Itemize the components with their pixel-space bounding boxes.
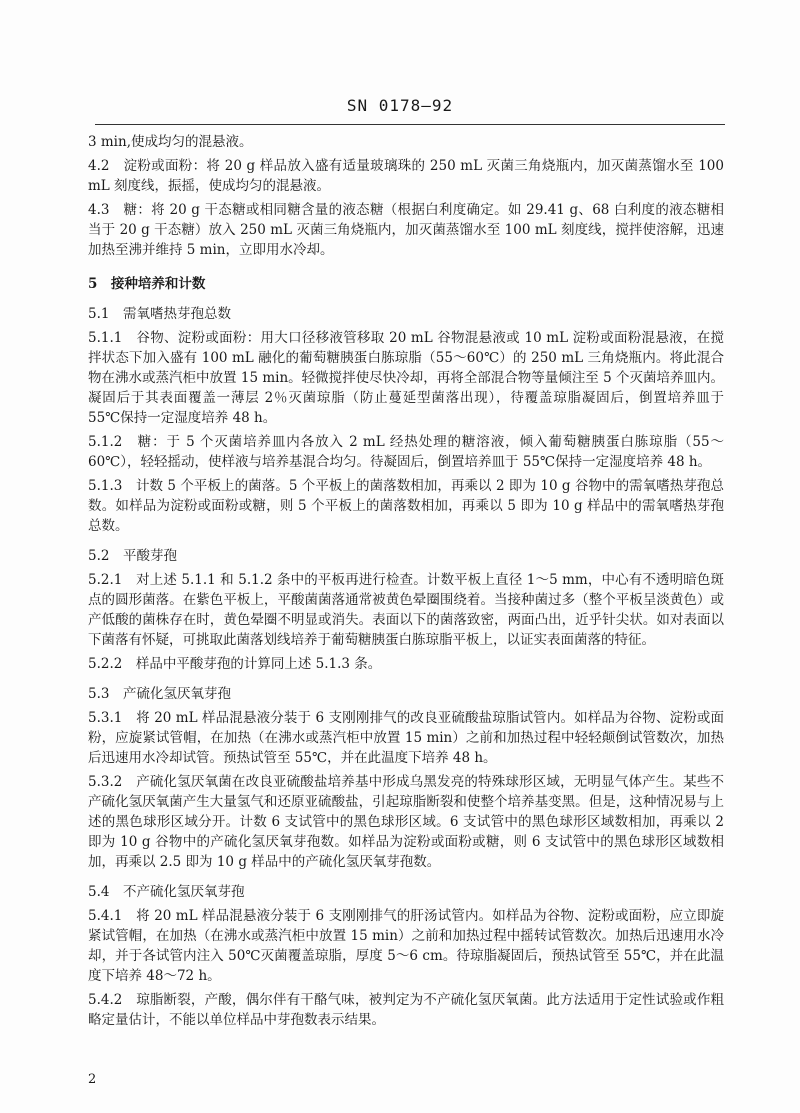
- paragraph-5-1-2: 5.1.2 糖：于 5 个灭菌培养皿内各放入 2 mL 经热处理的糖溶液，倾入葡萄糖胰蛋白胨琼脂（55～60℃），轻轻摇动，使样液与培养基混合均匀。待凝固后，倒置培养皿于 55℃保持一定湿度培养 48 h。: [88, 434, 724, 470]
- paragraph-5-3-1: 5.3.1 将 20 mL 样品混悬液分装于 6 支刚刚排气的改良亚硫酸盐琼脂试管内。如样品为谷物、淀粉或面粉，应旋紧试管帽，在加热（在沸水或蒸汽柜中放置 15 min）之前和加热过程中轻轻颠倒试管数次，加热后迅速用水冷却试管。预热试管至 55℃，并在此温度下培养 48 h。: [88, 710, 724, 766]
- paragraph-5-4-1: 5.4.1 将 20 mL 样品混悬液分装于 6 支刚刚排气的肝汤试管内。如样品为谷物、淀粉或面粉，应立即旋紧试管帽，在加热（在沸水或蒸汽柜中放置 15 min）之前和加热过程中摇转试管数次。加热后迅速用水冷却，并于各试管内注入 50℃灭菌覆盖琼脂，厚度 5～6 cm。待琼脂凝固后，预热试管至 55℃，并在此温度下培养 48～72 h。: [88, 908, 724, 984]
- paragraph-4-2: 4.2 淀粉或面粉：将 20 g 样品放入盛有适量玻璃珠的 250 mL 灭菌三角烧瓶内，加灭菌蒸馏水至 100 mL 刻度线，振摇，使成均匀的混悬液。: [88, 158, 724, 194]
- document-body: [88, 132, 724, 1034]
- paragraph-4-3: 4.3 糖：将 20 g 干态糖或相同糖含量的液态糖（根据白利度确定。如 29.41 g、68 白利度的液态糖相当于 20 g 干态糖）放入 250 mL 灭菌三角烧瓶内，加灭菌蒸馏水至 100 mL 刻度线，搅拌使溶解，迅速加热至沸并维持 5 min，立即用水冷却。: [88, 202, 724, 258]
- paragraph-5-2-1: 5.2.1 对上述 5.1.1 和 5.1.2 条中的平板再进行检查。计数平板上直径 1～5 mm，中心有不透明暗色斑点的圆形菌落。在紫色平板上，平酸菌菌落通常被黄色晕圈围绕着。当接种菌过多（整个平板呈淡黄色）或产低酸的菌株存在时，黄色晕圈不明显或消失。表面以下的菌落致密，两面凸出，近乎针尖状。如对表面以下菌落有怀疑，可挑取此菌落划线培养于葡萄糖胰蛋白胨琼脂平板上，以证实表面菌落的特征。: [88, 572, 724, 648]
- paragraph-5-1-1: 5.1.1 谷物、淀粉或面粉：用大口径移液管移取 20 mL 谷物混悬液或 10 mL 淀粉或面粉混悬液，在搅拌状态下加入盛有 100 mL 融化的葡萄糖胰蛋白胨琼脂（55～60℃）的 250 mL 三角烧瓶内。将此混合物在沸水或蒸汽柜中放置 15 min。轻微搅拌使尽快冷却，再将全部混合物等量倾注至 5 个灭菌培养皿内。凝固后于其表面覆盖一薄层 2％灭菌琼脂（防止蔓延型菌落出现），待覆盖琼脂凝固后，倒置培养皿于 55℃保持一定湿度培养 48 h。: [88, 330, 724, 426]
- paragraph-5-1-3: 5.1.3 计数 5 个平板上的菌落。5 个平板上的菌落数相加，再乘以 2 即为 10 g 谷物中的需氧嗜热芽孢总数。如样品为淀粉或面粉或糖，则 5 个平板上的菌落数相加，再乘以 5 即为 10 g 样品中的需氧嗜热芽孢总数。: [88, 478, 724, 534]
- section-heading-5: 5 接种培养和计数: [88, 276, 206, 292]
- paragraph-4-1-cont: 3 min,使成均匀的混悬液。: [88, 134, 253, 150]
- subsection-heading-5-1: 5.1 需氧嗜热芽孢总数: [88, 306, 231, 322]
- paragraph-5-3-2: 5.3.2 产硫化氢厌氧菌在改良亚硫酸盐培养基中形成乌黑发亮的特殊球形区域，无明显气体产生。某些不产硫化氢厌氧菌产生大量氢气和还原亚硫酸盐，引起琼脂断裂和使整个培养基变黑。但是，这种情况易与上述的黑色球形区域分开。计数 6 支试管中的黑色球形区域。6 支试管中的黑色球形区域数相加，再乘以 2 即为 10 g 谷物中的产硫化氢厌氧芽孢数。如样品为淀粉或面粉或糖，则 6 支试管中的黑色球形区域数相加，再乘以 2.5 即为 10 g 样品中的产硫化氢厌氧芽孢数。: [88, 774, 724, 870]
- paragraph-5-4-2: 5.4.2 琼脂断裂，产酸，偶尔伴有干酪气味，被判定为不产硫化氢厌氧菌。此方法适用于定性试验或作粗略定量估计，不能以单位样品中芽孢数表示结果。: [88, 992, 724, 1028]
- paragraph-5-2-2: 5.2.2 样品中平酸芽孢的计算同上述 5.1.3 条。: [88, 656, 382, 672]
- subsection-heading-5-4: 5.4 不产硫化氢厌氧芽孢: [88, 884, 245, 900]
- standard-number: SN 0178—92: [346, 96, 454, 115]
- page-number: 2: [88, 1072, 97, 1087]
- subsection-heading-5-3: 5.3 产硫化氢厌氧芽孢: [88, 686, 231, 702]
- header-rule: [95, 124, 725, 125]
- subsection-heading-5-2: 5.2 平酸芽孢: [88, 548, 177, 564]
